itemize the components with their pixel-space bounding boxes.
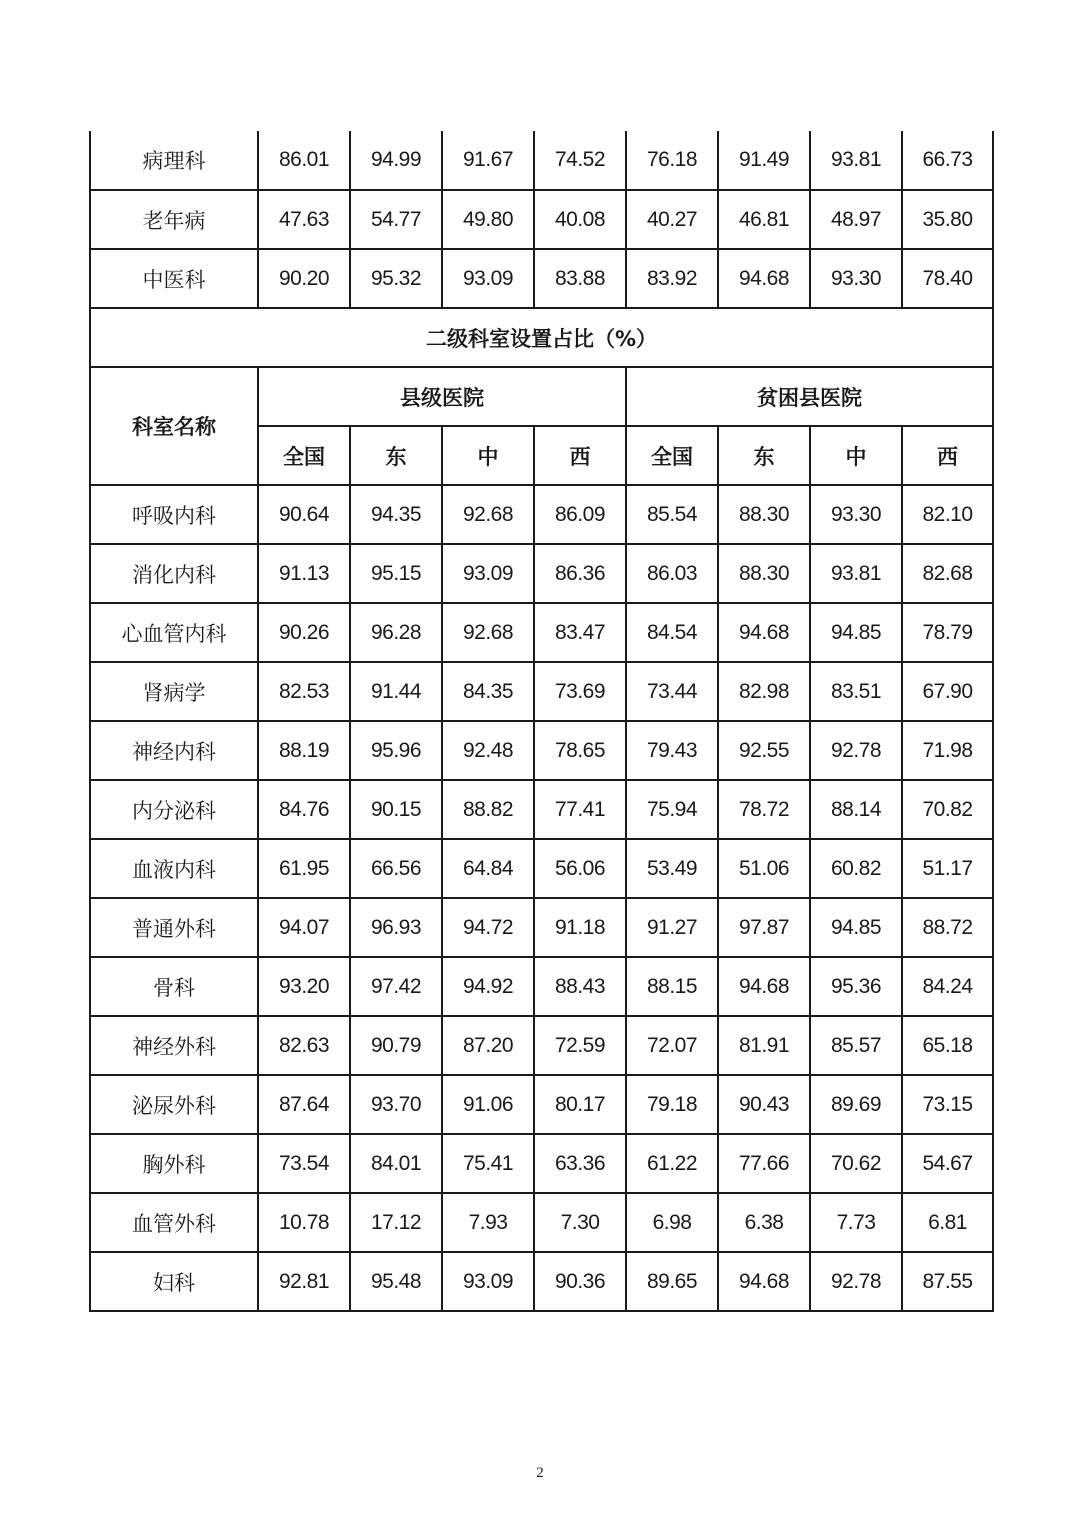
value-cell: 89.69 (810, 1075, 902, 1134)
header-county-hospital: 县级医院 (258, 367, 626, 426)
value-cell: 77.41 (534, 780, 626, 839)
value-cell: 93.20 (258, 957, 350, 1016)
department-name-cell: 神经内科 (90, 721, 258, 780)
value-cell: 82.53 (258, 662, 350, 721)
value-cell: 73.54 (258, 1134, 350, 1193)
value-cell: 91.27 (626, 898, 718, 957)
value-cell: 78.40 (902, 249, 993, 308)
value-cell: 93.30 (810, 485, 902, 544)
department-name-cell: 神经外科 (90, 1016, 258, 1075)
header-region: 中 (442, 426, 534, 485)
value-cell: 91.06 (442, 1075, 534, 1134)
department-name-cell: 内分泌科 (90, 780, 258, 839)
department-name-cell: 中医科 (90, 249, 258, 308)
value-cell: 78.79 (902, 603, 993, 662)
value-cell: 48.97 (810, 190, 902, 249)
value-cell: 90.43 (718, 1075, 810, 1134)
header-poor-county-hospital: 贫困县医院 (626, 367, 993, 426)
value-cell: 75.94 (626, 780, 718, 839)
value-cell: 76.18 (626, 131, 718, 190)
value-cell: 81.91 (718, 1016, 810, 1075)
value-cell: 95.96 (350, 721, 442, 780)
section-header (90, 308, 993, 485)
value-cell: 92.68 (442, 485, 534, 544)
value-cell: 84.76 (258, 780, 350, 839)
value-cell: 94.07 (258, 898, 350, 957)
value-cell: 91.44 (350, 662, 442, 721)
value-cell: 70.82 (902, 780, 993, 839)
value-cell: 88.43 (534, 957, 626, 1016)
table-row (90, 603, 993, 662)
value-cell: 78.72 (718, 780, 810, 839)
value-cell: 94.85 (810, 603, 902, 662)
table-row (90, 780, 993, 839)
value-cell: 83.47 (534, 603, 626, 662)
value-cell: 90.15 (350, 780, 442, 839)
value-cell: 7.73 (810, 1193, 902, 1252)
department-name-cell: 妇科 (90, 1252, 258, 1311)
value-cell: 84.24 (902, 957, 993, 1016)
header-region: 东 (718, 426, 810, 485)
table-row (90, 662, 993, 721)
header-region: 全国 (626, 426, 718, 485)
value-cell: 79.43 (626, 721, 718, 780)
table-row (90, 839, 993, 898)
header-region: 全国 (258, 426, 350, 485)
value-cell: 65.18 (902, 1016, 993, 1075)
value-cell: 35.80 (902, 190, 993, 249)
table-row (90, 1016, 993, 1075)
value-cell: 73.15 (902, 1075, 993, 1134)
value-cell: 94.99 (350, 131, 442, 190)
value-cell: 85.57 (810, 1016, 902, 1075)
value-cell: 86.36 (534, 544, 626, 603)
value-cell: 87.64 (258, 1075, 350, 1134)
department-name-cell: 老年病 (90, 190, 258, 249)
header-region: 西 (534, 426, 626, 485)
value-cell: 86.03 (626, 544, 718, 603)
value-cell: 94.92 (442, 957, 534, 1016)
table-row (90, 1134, 993, 1193)
table-row (90, 249, 993, 308)
value-cell: 93.81 (810, 131, 902, 190)
value-cell: 66.73 (902, 131, 993, 190)
table-row (90, 1075, 993, 1134)
value-cell: 79.18 (626, 1075, 718, 1134)
value-cell: 94.68 (718, 957, 810, 1016)
value-cell: 93.70 (350, 1075, 442, 1134)
table-row (90, 898, 993, 957)
department-name-cell: 心血管内科 (90, 603, 258, 662)
department-name-cell: 血液内科 (90, 839, 258, 898)
department-name-cell: 普通外科 (90, 898, 258, 957)
department-name-cell: 骨科 (90, 957, 258, 1016)
value-cell: 94.72 (442, 898, 534, 957)
value-cell: 87.55 (902, 1252, 993, 1311)
value-cell: 95.48 (350, 1252, 442, 1311)
value-cell: 74.52 (534, 131, 626, 190)
value-cell: 93.09 (442, 544, 534, 603)
header-department-name: 科室名称 (90, 367, 258, 485)
value-cell: 93.30 (810, 249, 902, 308)
value-cell: 83.92 (626, 249, 718, 308)
value-cell: 82.68 (902, 544, 993, 603)
value-cell: 89.65 (626, 1252, 718, 1311)
value-cell: 96.93 (350, 898, 442, 957)
value-cell: 94.68 (718, 603, 810, 662)
department-name-cell: 泌尿外科 (90, 1075, 258, 1134)
table-row (90, 721, 993, 780)
value-cell: 80.17 (534, 1075, 626, 1134)
table-row (90, 131, 993, 190)
value-cell: 47.63 (258, 190, 350, 249)
value-cell: 97.87 (718, 898, 810, 957)
value-cell: 92.81 (258, 1252, 350, 1311)
value-cell: 91.13 (258, 544, 350, 603)
value-cell: 93.09 (442, 249, 534, 308)
value-cell: 90.26 (258, 603, 350, 662)
value-cell: 72.59 (534, 1016, 626, 1075)
value-cell: 94.68 (718, 1252, 810, 1311)
value-cell: 82.98 (718, 662, 810, 721)
value-cell: 6.81 (902, 1193, 993, 1252)
table-row (90, 1252, 993, 1311)
value-cell: 88.30 (718, 485, 810, 544)
value-cell: 88.15 (626, 957, 718, 1016)
page-number: 2 (536, 1465, 544, 1481)
value-cell: 94.35 (350, 485, 442, 544)
value-cell: 54.77 (350, 190, 442, 249)
value-cell: 90.79 (350, 1016, 442, 1075)
value-cell: 88.30 (718, 544, 810, 603)
value-cell: 93.81 (810, 544, 902, 603)
department-ratio-table (89, 131, 994, 1312)
department-name-cell: 胸外科 (90, 1134, 258, 1193)
value-cell: 96.28 (350, 603, 442, 662)
value-cell: 88.82 (442, 780, 534, 839)
header-region: 东 (350, 426, 442, 485)
value-cell: 92.78 (810, 721, 902, 780)
table-row (90, 485, 993, 544)
value-cell: 51.06 (718, 839, 810, 898)
value-cell: 66.56 (350, 839, 442, 898)
value-cell: 86.09 (534, 485, 626, 544)
department-name-cell: 呼吸内科 (90, 485, 258, 544)
value-cell: 77.66 (718, 1134, 810, 1193)
value-cell: 82.10 (902, 485, 993, 544)
value-cell: 92.68 (442, 603, 534, 662)
value-cell: 64.84 (442, 839, 534, 898)
value-cell: 63.36 (534, 1134, 626, 1193)
value-cell: 7.30 (534, 1193, 626, 1252)
value-cell: 40.08 (534, 190, 626, 249)
value-cell: 54.67 (902, 1134, 993, 1193)
value-cell: 95.32 (350, 249, 442, 308)
top-rows (90, 131, 993, 308)
value-cell: 92.55 (718, 721, 810, 780)
department-name-cell: 消化内科 (90, 544, 258, 603)
value-cell: 56.06 (534, 839, 626, 898)
value-cell: 92.78 (810, 1252, 902, 1311)
value-cell: 91.67 (442, 131, 534, 190)
value-cell: 73.44 (626, 662, 718, 721)
header-row-groups (90, 367, 993, 426)
value-cell: 71.98 (902, 721, 993, 780)
value-cell: 82.63 (258, 1016, 350, 1075)
table-row (90, 957, 993, 1016)
header-region: 中 (810, 426, 902, 485)
value-cell: 84.54 (626, 603, 718, 662)
value-cell: 72.07 (626, 1016, 718, 1075)
value-cell: 40.27 (626, 190, 718, 249)
value-cell: 6.98 (626, 1193, 718, 1252)
value-cell: 83.88 (534, 249, 626, 308)
value-cell: 78.65 (534, 721, 626, 780)
value-cell: 97.42 (350, 957, 442, 1016)
header-region: 西 (902, 426, 993, 485)
value-cell: 61.95 (258, 839, 350, 898)
department-name-cell: 病理科 (90, 131, 258, 190)
value-cell: 85.54 (626, 485, 718, 544)
value-cell: 51.17 (902, 839, 993, 898)
value-cell: 91.18 (534, 898, 626, 957)
table-row (90, 1193, 993, 1252)
value-cell: 94.85 (810, 898, 902, 957)
value-cell: 53.49 (626, 839, 718, 898)
value-cell: 84.35 (442, 662, 534, 721)
value-cell: 10.78 (258, 1193, 350, 1252)
value-cell: 75.41 (442, 1134, 534, 1193)
value-cell: 84.01 (350, 1134, 442, 1193)
table-row (90, 544, 993, 603)
value-cell: 60.82 (810, 839, 902, 898)
value-cell: 95.15 (350, 544, 442, 603)
table-row (90, 190, 993, 249)
value-cell: 94.68 (718, 249, 810, 308)
value-cell: 46.81 (718, 190, 810, 249)
value-cell: 92.48 (442, 721, 534, 780)
section-title: 二级科室设置占比（%） (90, 308, 993, 367)
value-cell: 61.22 (626, 1134, 718, 1193)
value-cell: 73.69 (534, 662, 626, 721)
value-cell: 90.20 (258, 249, 350, 308)
value-cell: 93.09 (442, 1252, 534, 1311)
main-rows (90, 485, 993, 1311)
value-cell: 90.64 (258, 485, 350, 544)
value-cell: 87.20 (442, 1016, 534, 1075)
value-cell: 83.51 (810, 662, 902, 721)
department-name-cell: 肾病学 (90, 662, 258, 721)
value-cell: 90.36 (534, 1252, 626, 1311)
value-cell: 7.93 (442, 1193, 534, 1252)
value-cell: 49.80 (442, 190, 534, 249)
value-cell: 88.14 (810, 780, 902, 839)
value-cell: 67.90 (902, 662, 993, 721)
value-cell: 86.01 (258, 131, 350, 190)
value-cell: 6.38 (718, 1193, 810, 1252)
department-name-cell: 血管外科 (90, 1193, 258, 1252)
value-cell: 95.36 (810, 957, 902, 1016)
value-cell: 91.49 (718, 131, 810, 190)
value-cell: 88.72 (902, 898, 993, 957)
section-title-row (90, 308, 993, 367)
value-cell: 70.62 (810, 1134, 902, 1193)
value-cell: 88.19 (258, 721, 350, 780)
value-cell: 17.12 (350, 1193, 442, 1252)
